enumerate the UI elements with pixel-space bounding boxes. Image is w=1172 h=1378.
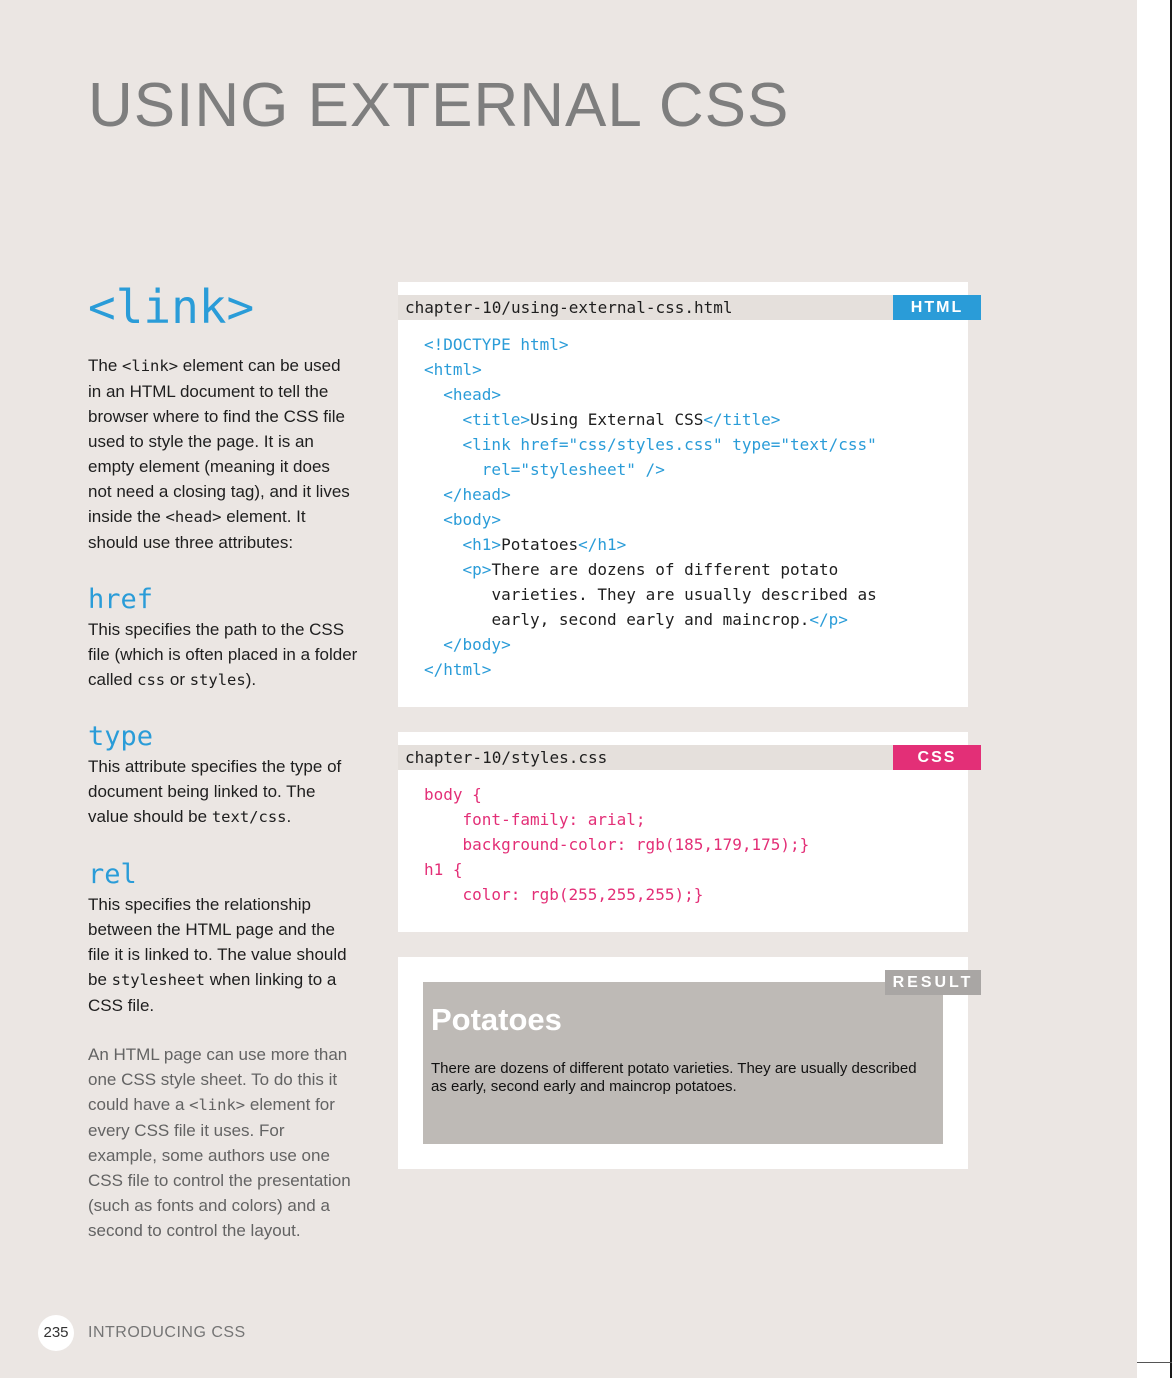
note-text-2: element for every CSS file it uses. For example, some authors use one CSS file to control the presentation (such as fonts and colors) and a second to control the layout. [88,1095,351,1240]
css-code-panel [398,732,968,932]
attr-rel-heading: rel [88,859,137,890]
css-filename: chapter-10/styles.css [405,748,608,767]
attr-href-code-styles: styles [189,671,246,689]
attr-type-heading: type [88,721,154,752]
css-line: color: rgb(255,255,255);} [424,885,704,904]
attr-rel-text-1: This specifies the relationship between the HTML page and the file it is linked to. The value should be [88,895,347,989]
css-line: h1 { [424,860,463,879]
note-paragraph [88,1042,358,1243]
css-line: background-color: rgb(185,179,175);} [424,835,810,854]
intro-text-2: element can be used in an HTML document to tell the browser where to find the CSS file used to style the page. It is an empty element (meaning it does not need a closing tag), and it lives inside the [88,356,350,526]
attr-href-text-3: ). [245,670,257,689]
note-text-1: An HTML page can use more than one CSS style sheet. To do this it could have a [88,1045,348,1114]
intro-text-1: The [88,356,123,375]
attr-rel-text-2: when linking to a CSS file. [88,970,337,1015]
html-file-bar [398,295,981,320]
attr-href-text-1: This specifies the path to the CSS file (which is often placed in a folder called [88,620,358,689]
intro-text-3: element. It should use three attributes: [88,507,306,552]
intro-paragraph [88,353,358,555]
element-heading: <link> [88,280,255,334]
attr-href-code-css: css [137,671,166,689]
css-line: font-family: arial; [424,810,646,829]
page-edge [1137,0,1172,1378]
result-preview [423,982,943,1144]
result-badge: RESULT [885,970,981,995]
intro-code-head: <head> [165,508,222,526]
html-badge: HTML [893,295,981,320]
attr-href-text-2: or [165,670,190,689]
result-panel [398,957,974,1169]
result-paragraph: There are dozens of different potato varieties. They are usually described as early, second early and maincrop potatoes. [431,1060,917,1095]
css-code-block [424,782,809,907]
attr-rel-description [88,892,358,1018]
css-line: body { [424,785,482,804]
page-number: 235 [38,1315,74,1351]
result-heading: Potatoes [431,1002,562,1037]
attr-rel-code: stylesheet [111,971,205,989]
page-edge-tick [1137,1362,1172,1363]
intro-code-link: <link> [122,357,179,375]
html-code-panel [398,282,968,707]
page-title: USING EXTERNAL CSS [88,71,790,140]
css-file-bar [398,745,981,770]
html-filename: chapter-10/using-external-css.html [405,298,733,317]
attr-href-heading: href [88,584,154,615]
html-code-block: <!DOCTYPE html> <html> <head> <title>Using External CSS</title> <link href="css/styles.css" type="text/css" rel="stylesheet" /> </head> <body> <h1>Potatoes</h1> <p>There are dozens of different potato varieties. They are usually described as early, second early and maincrop.</p> </body> </html> [424,335,877,679]
note-code-link: <link> [189,1096,246,1114]
attr-type-text-2: . [286,807,292,826]
attr-type-text-1: This attribute specifies the type of document being linked to. The value should be [88,757,342,826]
footer-section-title: INTRODUCING CSS [88,1324,246,1341]
css-badge: CSS [893,745,981,770]
attr-href-description [88,617,358,693]
attr-type-description [88,754,358,830]
attr-type-code: text/css [211,808,287,826]
